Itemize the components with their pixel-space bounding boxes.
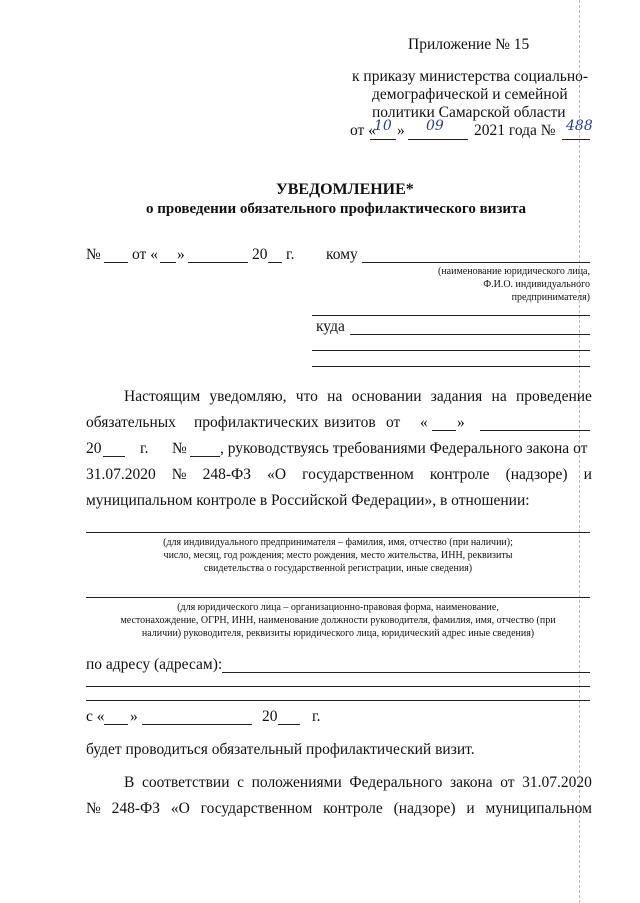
task-date-month-field <box>480 430 590 431</box>
ul-caption-1: (для юридического лица – организационно-правовая форма, наименование, <box>177 602 499 613</box>
address-to-field-2 <box>312 350 590 351</box>
para2-line-1 <box>124 774 592 792</box>
ul-caption-2: местонахождение, ОГРН, ИНН, наименование должности руководителя, фамилия, имя, отчество (при <box>120 615 556 626</box>
address-to-label: куда <box>316 318 345 335</box>
visit-date-year-field <box>278 724 300 725</box>
notice-date-year-suffix: г. <box>286 246 295 263</box>
word: уведомляю, <box>209 388 287 405</box>
address-label: по адресу (адресам): <box>86 656 223 673</box>
body-line-2-w1: обязательных <box>86 414 176 431</box>
word: муниципальном <box>485 800 592 817</box>
word: государственном <box>200 800 313 817</box>
notice-date-month-field <box>188 262 248 263</box>
order-date-day-line <box>370 139 396 140</box>
address-field-1 <box>222 672 590 673</box>
word: Настоящим <box>124 388 201 405</box>
order-date-month: 09 <box>426 118 444 134</box>
ip-caption-1: (для индивидуального предпринимателя – фамилия, имя, отчество (при наличии); <box>163 537 513 548</box>
body-line-2-w2: профилактических <box>194 414 319 431</box>
word: контроле <box>323 800 383 817</box>
recipient-field-extra <box>312 315 590 316</box>
recipient-caption-1: (наименование юридического лица, <box>437 266 590 277</box>
body-line-3-rest: , руководствуясь требованиями Федерального закона от <box>220 440 588 457</box>
notice-date-year-prefix: 20 <box>252 246 268 263</box>
ip-caption-3: свидетельства о государственной регистрации, иные сведения) <box>203 563 473 574</box>
word: 248-ФЗ <box>202 466 252 483</box>
word: соответствии <box>141 774 230 791</box>
para2-line-2 <box>86 800 592 818</box>
visit-date-day-field <box>104 724 128 725</box>
ip-field <box>86 532 590 533</box>
word: контроле <box>429 466 490 483</box>
order-date-day: 10 <box>374 118 392 134</box>
appendix-label: Приложение № 15 <box>408 36 530 53</box>
visit-date-year-suffix: г. <box>312 708 321 725</box>
task-date-day-field <box>432 430 456 431</box>
visit-date-month-field <box>142 724 252 725</box>
address-field-2 <box>86 686 590 687</box>
body-line-3-g: г. <box>140 440 149 457</box>
ul-field <box>86 597 590 598</box>
word: 31.07.2020 <box>86 466 156 483</box>
notice-date-day-field <box>160 262 176 263</box>
word: 31.07.2020 <box>522 774 592 791</box>
word: (надзоре) <box>393 800 456 817</box>
word: положениями <box>251 774 342 791</box>
word: закона <box>449 774 493 791</box>
word: (надзоре) <box>505 466 568 483</box>
address-to-field-1 <box>350 334 590 335</box>
word: В <box>124 774 135 791</box>
word: задания <box>430 388 483 405</box>
order-date-close: » <box>397 122 405 139</box>
order-number: 488 <box>566 118 593 134</box>
word: № <box>86 800 101 817</box>
body-line-4 <box>86 466 592 484</box>
word: что <box>295 388 318 405</box>
order-number-line <box>562 139 590 140</box>
order-line-2: демографической и семейной <box>372 86 568 103</box>
word: государственном <box>302 466 414 483</box>
body-line-2-w5: « <box>420 414 428 431</box>
notice-date-year-field <box>268 262 282 263</box>
address-to-field-3 <box>312 366 590 367</box>
word: на <box>327 388 343 405</box>
body-line-5: муниципальном контроле в Российской Федерации», в отношении: <box>86 492 530 509</box>
word: «О <box>267 466 287 483</box>
document-subtitle: о проведении обязательного профилактического визита <box>146 201 527 217</box>
word: № <box>171 466 187 483</box>
word: проведение <box>515 388 592 405</box>
order-date-month-line <box>408 139 468 140</box>
order-date-year: 2021 года № <box>474 122 556 139</box>
ip-caption-2: число, месяц, год рождения; место рождения, место жительства, ИНН, реквизиты <box>163 550 513 561</box>
task-year-field <box>103 456 125 457</box>
document-title: УВЕДОМЛЕНИЕ* <box>276 181 414 198</box>
word: на <box>491 388 507 405</box>
order-line-3: политики Самарской области <box>372 104 566 121</box>
recipient-caption-2: Ф.И.О. индивидуального <box>483 279 590 290</box>
order-date-prefix: от « <box>350 122 376 139</box>
notice-date-label: от « <box>132 246 158 263</box>
recipient-label: кому <box>326 246 358 263</box>
word: 248-ФЗ <box>111 800 161 817</box>
visit-date-prefix: с « <box>86 708 105 725</box>
notice-date-quote-close: » <box>177 246 185 263</box>
body-line-3-no: № <box>172 440 187 457</box>
body-line-2-w6: » <box>457 414 465 431</box>
visit-text: будет проводиться обязательный профилактический визит. <box>86 741 475 758</box>
word: и <box>583 466 592 483</box>
address-field-3 <box>86 700 590 701</box>
recipient-field <box>362 262 590 263</box>
word: «О <box>170 800 190 817</box>
body-line-2-w3: визитов <box>324 414 376 431</box>
body-line-3-year: 20 <box>86 440 102 457</box>
visit-date-year: 20 <box>262 708 278 725</box>
word: с <box>237 774 245 791</box>
word: и <box>466 800 475 817</box>
notice-number-field <box>104 262 128 263</box>
word: Федерального <box>349 774 443 791</box>
word: от <box>500 774 515 791</box>
notice-number-label: № <box>86 246 101 263</box>
task-number-field <box>190 456 220 457</box>
recipient-caption-3: предпринимателя) <box>511 292 590 303</box>
visit-date-quote-close: » <box>130 708 138 725</box>
ul-caption-3: наличии) руководителя, реквизиты юридического лица, юридический адрес иные сведения) <box>141 628 535 639</box>
body-line-1 <box>124 388 592 406</box>
order-line-1: к приказу министерства социально- <box>352 68 589 85</box>
word: основании <box>351 388 422 405</box>
body-line-2-w4: от <box>386 414 401 431</box>
